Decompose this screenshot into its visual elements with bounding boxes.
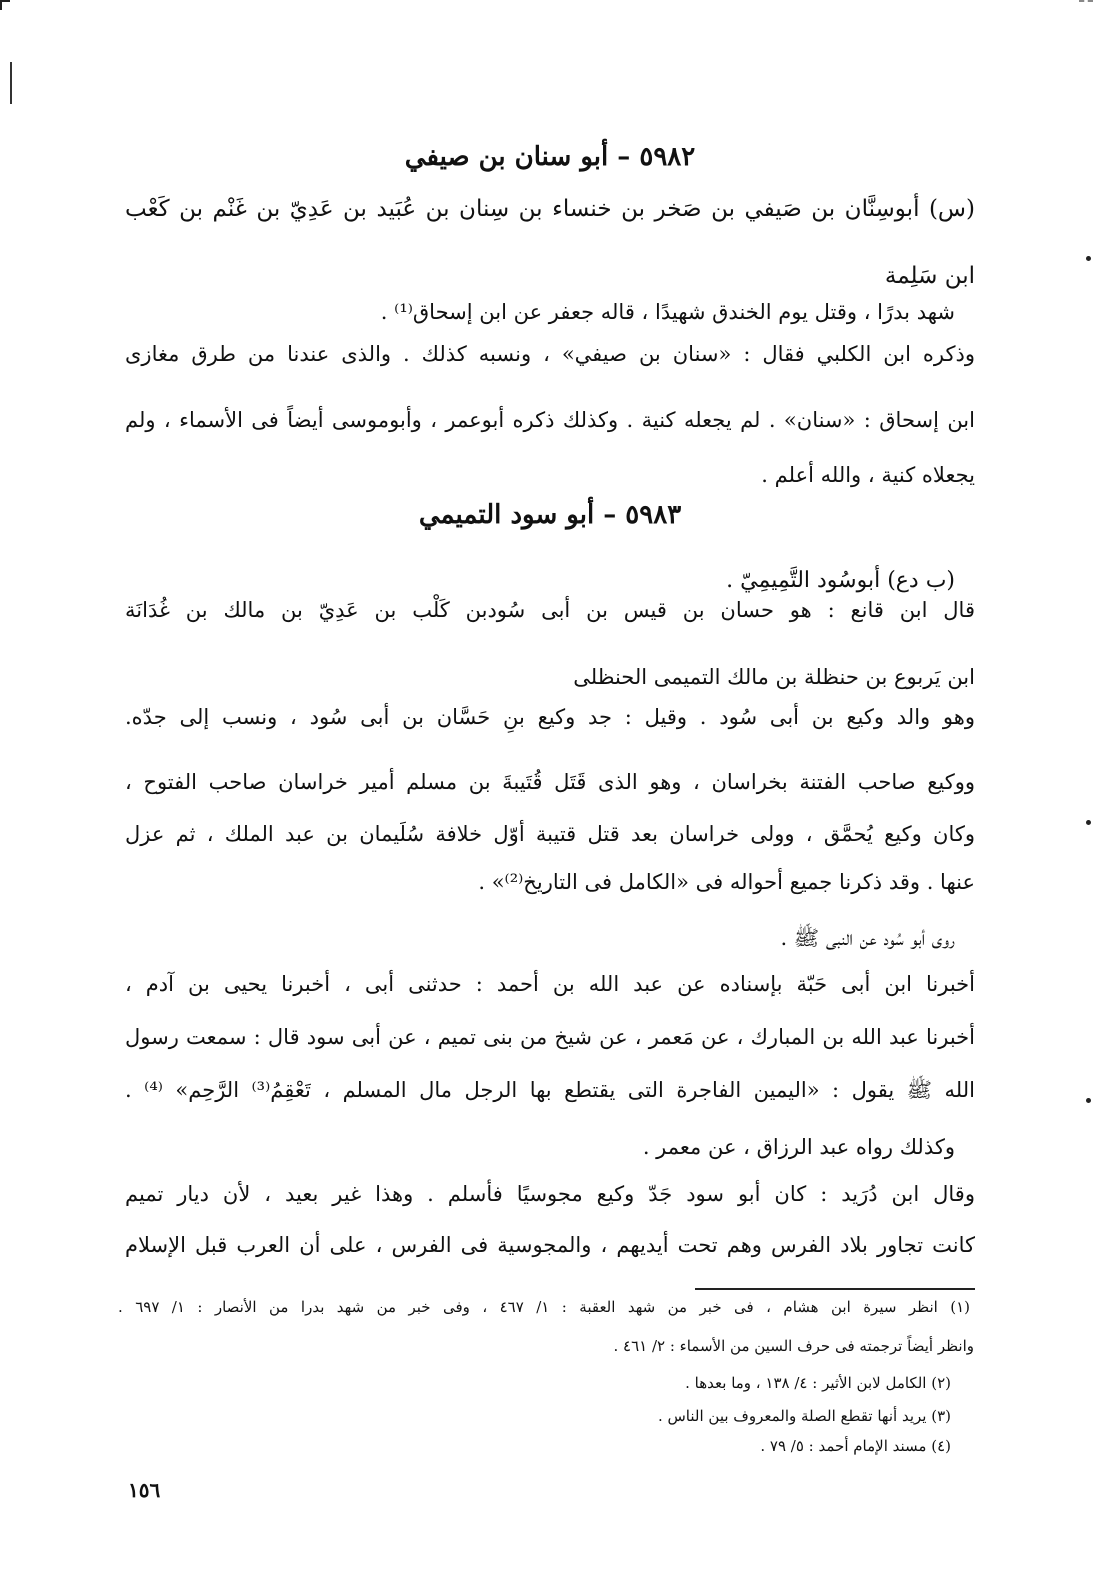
text-line: ابن إسحاق : «سنان» . لم يجعله كنية . وكذلك ذكره أبوعمر ، وأبوموسى أيضاً فى الأسماء ، ولم <box>125 408 975 432</box>
text-line: وكذلك رواه عبد الرزاق ، عن معمر . <box>642 1135 955 1159</box>
text-line: كانت تجاور بلاد الفرس وهم تحت أيديهم ، والمجوسية فى الفرس ، على أن العرب قبل الإسلام <box>125 1233 975 1257</box>
footnote: (١) انظر سيرة ابن هشام ، فى خبر من شهد العقبة : ١/ ٤٦٧ ، وفى خبر من شهد بدرا من الأنصار : ١/ ٦٩٧ . <box>118 1298 970 1316</box>
footnote: (٢) الكامل لابن الأثير : ٤/ ١٣٨ ، وما بعدها . <box>685 1374 951 1392</box>
text-line: عنها . وقد ذكرنا جميع أحواله فى «الكامل فى التاريخ⁽²⁾» . <box>478 870 975 894</box>
text-line: الله ﷺ يقول : «اليمين الفاجرة التى يقتطع بها الرجل مال المسلم ، تَعْقِمُ⁽³⁾ الرَّحِم» ⁽⁴⁾ . <box>125 1078 975 1102</box>
text-line: (س) أبوسِنَّان بن صَيفي بن صَخر بن خنساء بن سِنان بن عُبَيد بن عَدِيّ بن غَنْم بن كَعْب <box>125 196 975 222</box>
text-line: ابن سَلِمة <box>884 263 975 289</box>
text-line: (ب دع) أبوسُود التَّمِيمِيّ . <box>726 568 955 593</box>
text-line: أخبرنا ابن أبى حَبّة بإسناده عن عبد الله بن أحمد : حدثنى أبى ، أخبرنا يحيى بن آدم ، <box>125 972 975 996</box>
scan-corner-mark <box>0 0 10 10</box>
footnote-separator <box>695 1288 975 1290</box>
text-line: ابن يَربوع بن حنظلة بن مالك التميمى الحنظلى <box>573 665 975 689</box>
entry-heading: ٥٩٨٢ – أبو سنان بن صيفي <box>404 142 696 172</box>
text-line: قال ابن قانع : هو حسان بن قيس بن أبى سُودبن كَلْب بن عَدِيّ بن مالك بن غُدَانَة <box>125 598 975 622</box>
footnote: وانظر أيضاً ترجمته فى حرف السين من الأسماء : ٢/ ٤٦١ . <box>613 1337 974 1355</box>
footnote: (٤) مسند الإمام أحمد : ٥/ ٧٩ . <box>760 1437 951 1455</box>
text-line: يجعلاه كنية ، والله أعلم . <box>761 463 975 487</box>
text-line: وكان وكيع يُحمَّق ، وولى خراسان بعد قتل قتيبة أوّل خلافة سُلَيمان بن عبد الملك ، ثم عزل <box>125 822 975 846</box>
text-line: وهو والد وكيع بن أبى سُود . وقيل : جد وكيع بنِ حَسَّان بن أبى سُود ، ونسب إلى جدّه. <box>125 705 975 729</box>
text-line: روى أبو سُود عن النبى ﷺ . <box>780 926 955 950</box>
scan-dot <box>1086 256 1091 261</box>
entry-heading: ٥٩٨٣ – أبو سود التميمي <box>418 500 682 530</box>
page-number: ١٥٦ <box>128 1478 161 1502</box>
footnote: (٣) يريد أنها تقطع الصلة والمعروف بين الناس . <box>657 1407 951 1425</box>
text-line: أخبرنا عبد الله بن المبارك ، عن مَعمر ، عن شيخ من بنى تميم ، عن أبى سود قال : سمعت رسول <box>125 1025 975 1049</box>
text-line: ووكيع صاحب الفتنة بخراسان ، وهو الذى قَتَل قُتَيبةَ بن مسلم أمير خراسان صاحب الفتوح ، <box>125 770 975 794</box>
scan-dot <box>1086 820 1091 825</box>
text-line: وقال ابن دُرَيد : كان أبو سود جَدّ وكيع مجوسيًا فأسلم . وهذا غير بعيد ، لأن ديار تميم <box>125 1182 975 1206</box>
scan-margin-rule <box>10 62 12 104</box>
scan-edge-mark <box>1079 0 1093 16</box>
text-line: شهد بدرًا ، وقتل يوم الخندق شهيدًا ، قاله جعفر عن ابن إسحاق⁽¹⁾ . <box>380 300 955 324</box>
scan-dot <box>1086 1098 1091 1103</box>
text-line: وذكره ابن الكلبي فقال : «سنان بن صيفي» ، ونسبه كذلك . والذى عندنا من طرق مغازى <box>125 342 975 366</box>
